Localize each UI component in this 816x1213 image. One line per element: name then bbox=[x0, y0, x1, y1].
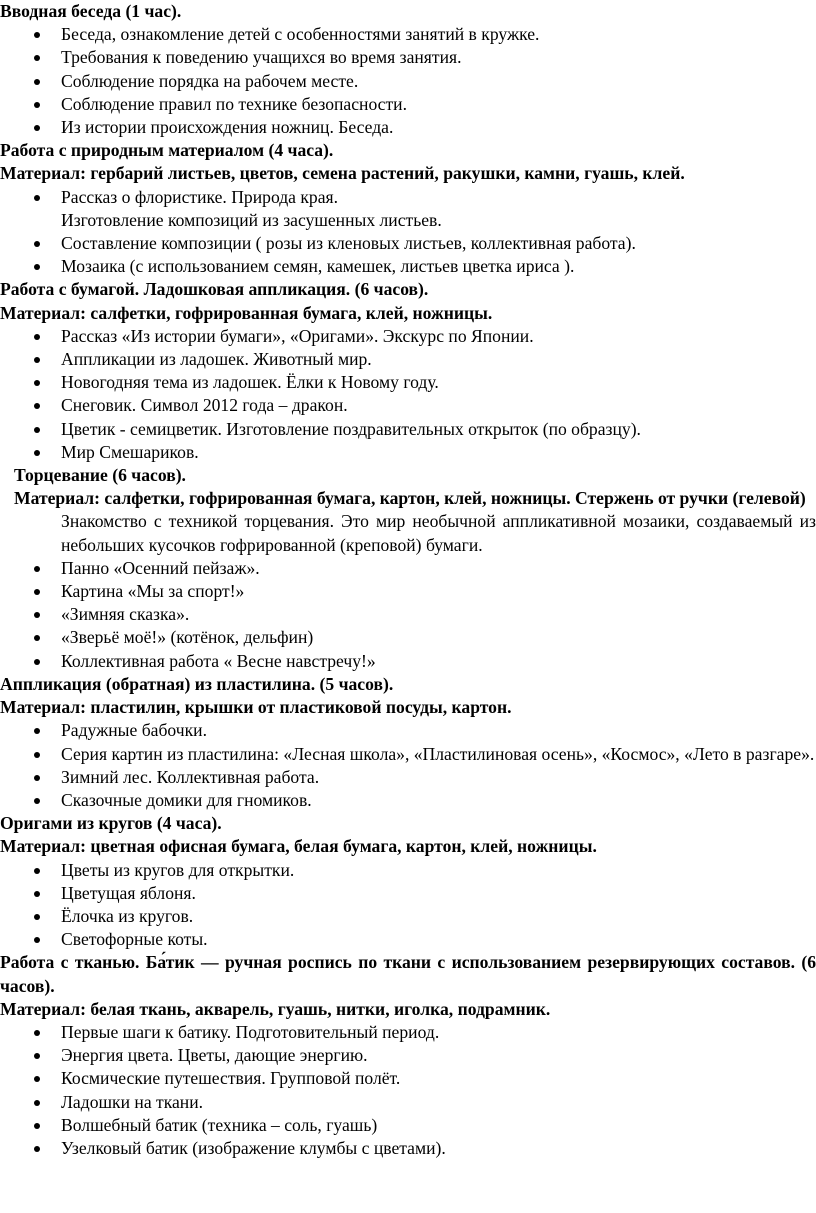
list-item: Аппликации из ладошек. Животный мир. bbox=[61, 348, 816, 371]
section-material: Материал: салфетки, гофрированная бумага, картон, клей, ножницы. Стержень от ручки (гелевой) bbox=[14, 488, 806, 509]
list-item: Снеговик. Символ 2012 года – дракон. bbox=[61, 394, 816, 417]
bullet-icon bbox=[34, 937, 40, 943]
list-item: Беседа, ознакомление детей с особенностями занятий в кружке. bbox=[61, 23, 816, 46]
bullet-icon bbox=[34, 659, 40, 665]
section-material: Материал: гербарий листьев, цветов, семена растений, ракушки, камни, гуашь, клей. bbox=[0, 163, 685, 184]
bullet-icon bbox=[34, 612, 40, 618]
list-item: Мозаика (с использованием семян, камешек, листьев цветка ириса ). bbox=[61, 255, 816, 278]
bullet-icon bbox=[34, 914, 40, 920]
section-natural-material bbox=[0, 139, 816, 278]
section-intro bbox=[0, 0, 816, 139]
bullet-icon bbox=[34, 125, 40, 131]
bullet-list bbox=[0, 23, 816, 139]
list-item: Радужные бабочки. bbox=[61, 719, 816, 742]
list-item: Энергия цвета. Цветы, дающие энергию. bbox=[61, 1044, 816, 1067]
section-title: Работа с тканью. Ба́тик — ручная роспись по ткани с использованием резервирующих составов. (6 часов). bbox=[0, 952, 816, 996]
bullet-icon bbox=[34, 403, 40, 409]
bullet-icon bbox=[34, 264, 40, 270]
list-item: Соблюдение правил по технике безопасности. bbox=[61, 93, 816, 116]
section-origami bbox=[0, 812, 816, 951]
bullet-icon bbox=[34, 79, 40, 85]
bullet-list bbox=[0, 1021, 816, 1160]
bullet-icon bbox=[34, 380, 40, 386]
list-item: Цветы из кругов для открытки. bbox=[61, 859, 816, 882]
list-item: Соблюдение порядка на рабочем месте. bbox=[61, 70, 816, 93]
bullet-icon bbox=[34, 1146, 40, 1152]
list-item: Космические путешествия. Групповой полёт. bbox=[61, 1067, 816, 1090]
bullet-icon bbox=[34, 241, 40, 247]
section-intro-text: Знакомство с техникой торцевания. Это мир необычной аппликативной мозаики, создаваемый из небольших кусочков гофрированной (креповой) бумаги. bbox=[61, 511, 816, 555]
list-item: Первые шаги к батику. Подготовительный период. bbox=[61, 1021, 816, 1044]
list-item: «Зверьё моё!» (котёнок, дельфин) bbox=[61, 626, 816, 649]
section-material: Материал: пластилин, крышки от пластиковой посуды, картон. bbox=[0, 697, 512, 718]
section-paper bbox=[0, 278, 816, 464]
list-item: Мир Смешариков. bbox=[61, 441, 816, 464]
bullet-list bbox=[0, 859, 816, 952]
bullet-list bbox=[0, 719, 816, 812]
section-batik bbox=[0, 951, 816, 1160]
bullet-icon bbox=[34, 1030, 40, 1036]
bullet-list bbox=[0, 557, 816, 673]
section-plasticine bbox=[0, 673, 816, 812]
bullet-icon bbox=[34, 334, 40, 340]
bullet-icon bbox=[34, 1123, 40, 1129]
list-item: Ёлочка из кругов. bbox=[61, 905, 816, 928]
bullet-icon bbox=[34, 752, 40, 758]
list-item: Составление композиции ( розы из кленовых листьев, коллективная работа). bbox=[61, 232, 816, 255]
list-item: Цветущая яблоня. bbox=[61, 882, 816, 905]
list-item: Цветик - семицветик. Изготовление поздравительных открыток (по образцу). bbox=[61, 418, 816, 441]
section-material: Материал: цветная офисная бумага, белая бумага, картон, клей, ножницы. bbox=[0, 836, 597, 857]
bullet-icon bbox=[34, 728, 40, 734]
section-title: Работа с бумагой. Ладошковая аппликация. (6 часов). bbox=[0, 279, 429, 300]
list-item: Волшебный батик (техника – соль, гуашь) bbox=[61, 1114, 816, 1137]
list-item: Зимний лес. Коллективная работа. bbox=[61, 766, 816, 789]
list-item: «Зимняя сказка». bbox=[61, 603, 816, 626]
list-item: Сказочные домики для гномиков. bbox=[61, 789, 816, 812]
bullet-icon bbox=[34, 195, 40, 201]
bullet-icon bbox=[34, 1076, 40, 1082]
bullet-icon bbox=[34, 55, 40, 61]
bullet-icon bbox=[34, 1100, 40, 1106]
section-material: Материал: салфетки, гофрированная бумага, клей, ножницы. bbox=[0, 302, 493, 323]
bullet-icon bbox=[34, 868, 40, 874]
section-title: Аппликация (обратная) из пластилина. (5 часов). bbox=[0, 673, 394, 694]
bullet-icon bbox=[34, 566, 40, 572]
list-item: Коллективная работа « Весне навстречу!» bbox=[61, 650, 816, 673]
bullet-icon bbox=[34, 798, 40, 804]
list-item: Картина «Мы за спорт!» bbox=[61, 580, 816, 603]
bullet-icon bbox=[34, 357, 40, 363]
bullet-icon bbox=[34, 450, 40, 456]
bullet-icon bbox=[34, 589, 40, 595]
section-title: Вводная беседа (1 час). bbox=[0, 1, 182, 21]
list-item: Панно «Осенний пейзаж». bbox=[61, 557, 816, 580]
list-item: Серия картин из пластилина: «Лесная школа», «Пластилиновая осень», «Космос», «Лето в разгаре». bbox=[61, 743, 816, 766]
list-item: Ладошки на ткани. bbox=[61, 1091, 816, 1114]
list-item: Требования к поведению учащихся во время занятия. bbox=[61, 46, 816, 69]
bullet-icon bbox=[34, 32, 40, 38]
list-item-continuation: Изготовление композиций из засушенных листьев. bbox=[61, 209, 442, 230]
bullet-list bbox=[0, 325, 816, 464]
section-material: Материал: белая ткань, акварель, гуашь, нитки, иголка, подрамник. bbox=[0, 998, 551, 1019]
bullet-icon bbox=[34, 891, 40, 897]
list-item: Светофорные коты. bbox=[61, 928, 816, 951]
section-title: Работа с природным материалом (4 часа). bbox=[0, 140, 334, 161]
list-item: Рассказ о флористике. Природа края. bbox=[61, 186, 816, 209]
bullet-icon bbox=[34, 635, 40, 641]
bullet-icon bbox=[34, 427, 40, 433]
bullet-icon bbox=[34, 102, 40, 108]
section-title: Оригами из кругов (4 часа). bbox=[0, 813, 222, 834]
section-quilling bbox=[0, 464, 816, 673]
bullet-icon bbox=[34, 775, 40, 781]
list-item: Новогодняя тема из ладошек. Ёлки к Новому году. bbox=[61, 371, 816, 394]
bullet-list bbox=[0, 186, 816, 279]
bullet-icon bbox=[34, 1053, 40, 1059]
list-item: Рассказ «Из истории бумаги», «Оригами». Экскурс по Японии. bbox=[61, 325, 816, 348]
list-item: Узелковый батик (изображение клумбы с цветами). bbox=[61, 1137, 816, 1160]
section-title: Торцевание (6 часов). bbox=[14, 465, 186, 486]
list-item: Из истории происхождения ножниц. Беседа. bbox=[61, 116, 816, 139]
